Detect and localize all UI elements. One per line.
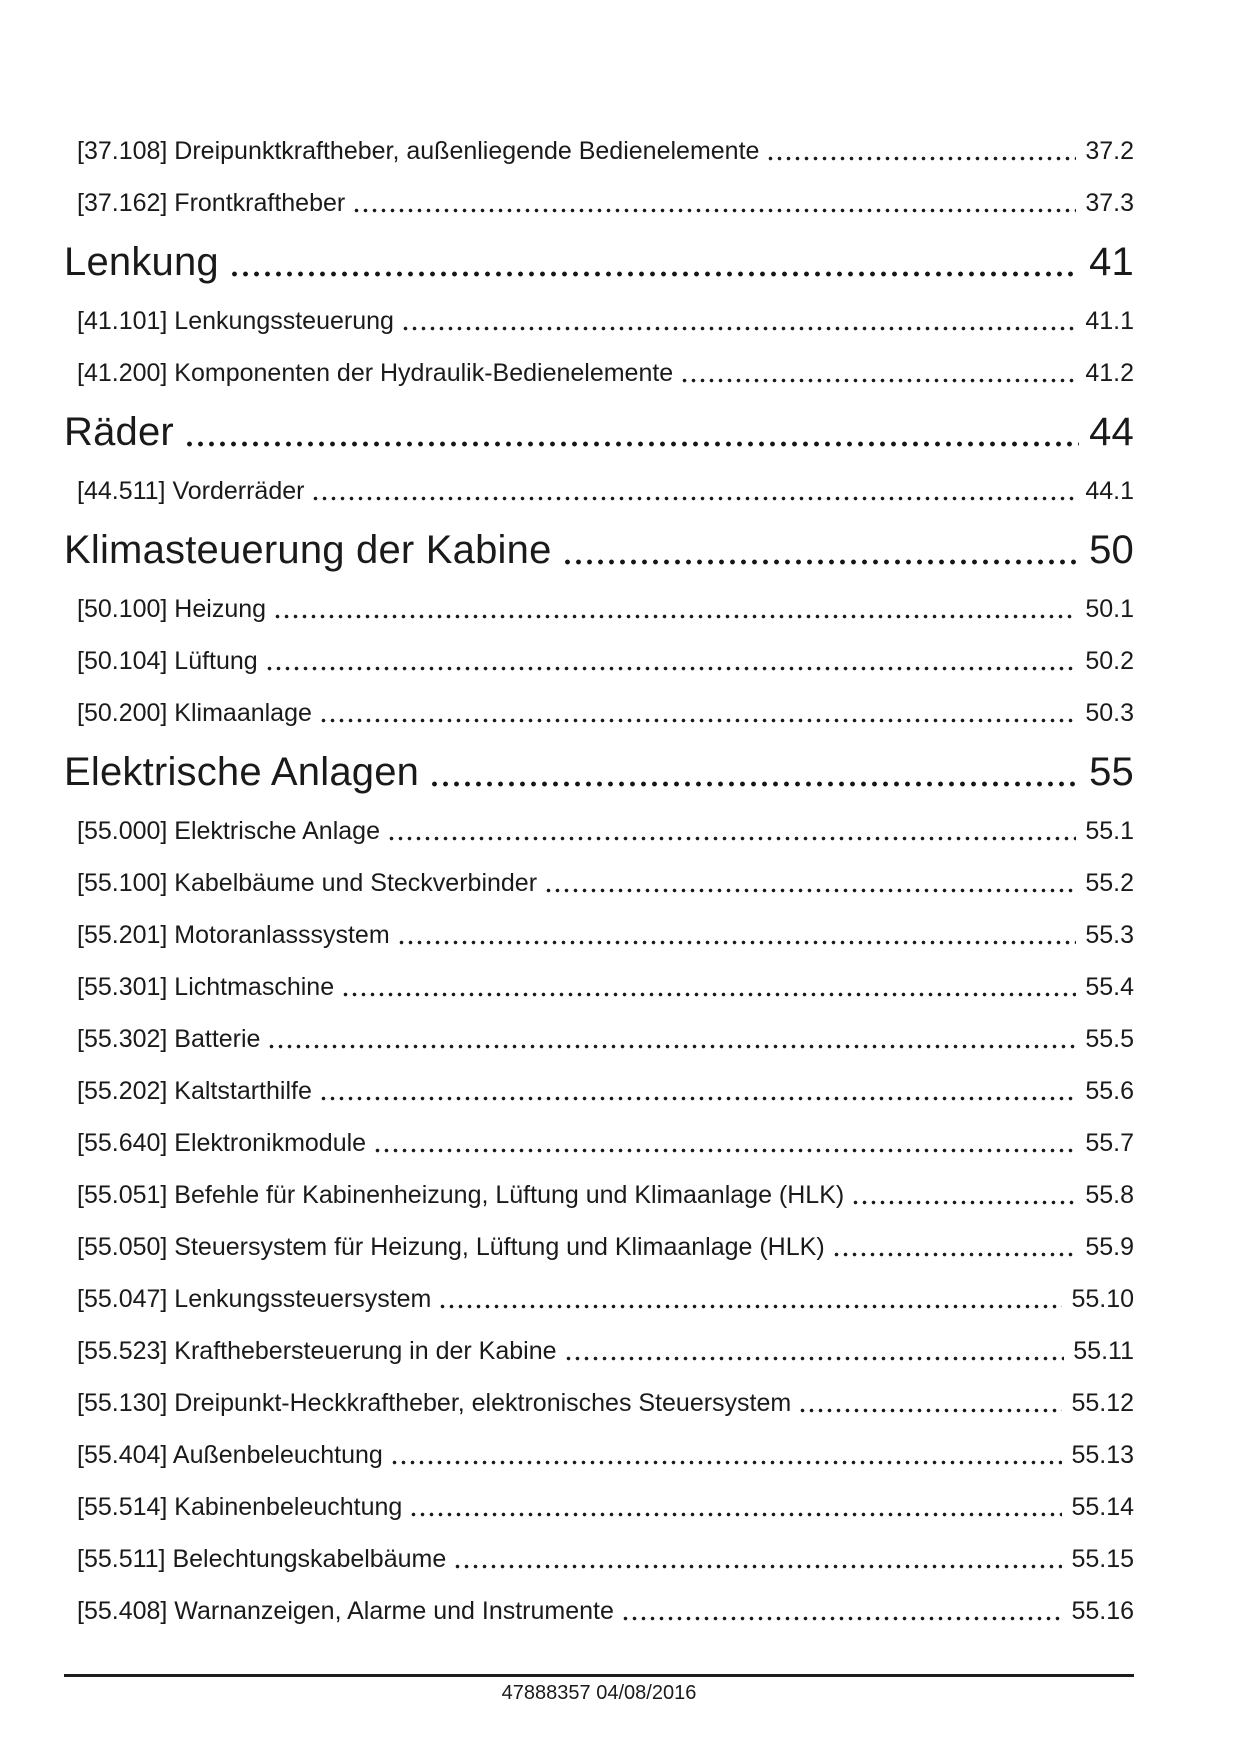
toc-entry-row <box>64 696 1134 730</box>
toc-entry-label: [55.000] Elektrische Anlage <box>77 817 380 845</box>
toc-entry-page: 55.4 <box>1085 973 1134 1001</box>
toc-entry-page: 55.5 <box>1085 1025 1134 1053</box>
toc-leader-dots <box>397 918 1077 952</box>
toc-leader-dots <box>621 1594 1063 1628</box>
toc-entry-row <box>64 1334 1134 1368</box>
toc-entry-page: 50 <box>1089 528 1134 572</box>
toc-entry-page: 37.3 <box>1085 189 1134 217</box>
toc-entry-page: 44.1 <box>1085 477 1134 505</box>
toc-entry-page: 55.16 <box>1071 1597 1134 1625</box>
toc-entry-label: [55.408] Warnanzeigen, Alarme und Instrumente <box>77 1597 614 1625</box>
toc-entry-row <box>64 304 1134 338</box>
toc-entry-page: 41.1 <box>1085 307 1134 335</box>
toc-entry-row <box>64 134 1134 168</box>
toc-leader-dots <box>453 1542 1062 1576</box>
toc-entry-label: [44.511] Vorderräder <box>77 477 305 505</box>
toc-list <box>64 134 1134 1646</box>
toc-entry-row <box>64 1438 1134 1472</box>
toc-entry-page: 55.1 <box>1085 817 1134 845</box>
toc-entry-label: [37.162] Frontkraftheber <box>77 189 346 217</box>
toc-leader-dots <box>352 186 1076 220</box>
toc-entry-row <box>64 1022 1134 1056</box>
toc-entry-label: [50.200] Klimaanlage <box>77 699 312 727</box>
toc-leader-dots <box>766 134 1076 168</box>
toc-entry-label: [55.051] Befehle für Kabinenheizung, Lüftung und Klimaanlage (HLK) <box>77 1181 845 1209</box>
toc-chapter-row <box>64 748 1134 796</box>
toc-leader-dots <box>273 592 1076 626</box>
toc-entry-row <box>64 1386 1134 1420</box>
toc-leader-dots <box>832 1230 1077 1264</box>
toc-entry-row <box>64 918 1134 952</box>
toc-entry-page: 55.14 <box>1071 1493 1134 1521</box>
toc-leader-dots <box>544 866 1076 900</box>
toc-entry-row <box>64 1542 1134 1576</box>
toc-entry-label: [55.050] Steuersystem für Heizung, Lüftung und Klimaanlage (HLK) <box>77 1233 825 1261</box>
toc-leader-dots <box>390 1438 1063 1472</box>
toc-leader-dots <box>265 644 1077 678</box>
toc-entry-label: Klimasteuerung der Kabine <box>64 528 552 572</box>
toc-entry-label: [55.130] Dreipunkt-Heckkraftheber, elektronisches Steuersystem <box>77 1389 792 1417</box>
toc-leader-dots <box>429 748 1079 796</box>
toc-entry-page: 55.3 <box>1085 921 1134 949</box>
toc-leader-dots <box>851 1178 1076 1212</box>
toc-entry-label: [41.200] Komponenten der Hydraulik-Bedienelemente <box>77 359 674 387</box>
toc-leader-dots <box>319 696 1076 730</box>
toc-entry-label: [55.201] Motoranlasssystem <box>77 921 390 949</box>
toc-entry-row <box>64 1074 1134 1108</box>
toc-entry-row <box>64 1230 1134 1264</box>
toc-chapter-row <box>64 408 1134 456</box>
toc-entry-row <box>64 970 1134 1004</box>
toc-entry-label: [37.108] Dreipunktkraftheber, außenliegende Bedienelemente <box>77 137 760 165</box>
toc-entry-row <box>64 644 1134 678</box>
toc-leader-dots <box>680 356 1076 390</box>
toc-entry-row <box>64 1282 1134 1316</box>
toc-leader-dots <box>387 814 1076 848</box>
toc-entry-page: 55.8 <box>1085 1181 1134 1209</box>
toc-entry-row <box>64 1594 1134 1628</box>
toc-entry-page: 55.13 <box>1071 1441 1134 1469</box>
toc-leader-dots <box>311 474 1076 508</box>
toc-leader-dots <box>373 1126 1076 1160</box>
toc-leader-dots <box>562 526 1080 574</box>
toc-entry-row <box>64 866 1134 900</box>
toc-entry-label: [55.640] Elektronikmodule <box>77 1129 367 1157</box>
toc-entry-label: [55.100] Kabelbäume und Steckverbinder <box>77 869 538 897</box>
toc-leader-dots <box>409 1490 1062 1524</box>
toc-leader-dots <box>401 304 1076 338</box>
toc-entry-label: [50.104] Lüftung <box>77 647 258 675</box>
toc-entry-label: [55.302] Batterie <box>77 1025 261 1053</box>
toc-chapter-row <box>64 238 1134 286</box>
toc-entry-page: 55.6 <box>1085 1077 1134 1105</box>
toc-entry-page: 55.15 <box>1071 1545 1134 1573</box>
toc-entry-label: [55.047] Lenkungssteuersystem <box>77 1285 432 1313</box>
toc-entry-label: [50.100] Heizung <box>77 595 267 623</box>
toc-entry-label: [55.511] Belechtungskabelbäume <box>77 1545 447 1573</box>
toc-entry-label: Lenkung <box>64 240 219 284</box>
toc-entry-label: [55.202] Kaltstarthilfe <box>77 1077 312 1105</box>
toc-entry-row <box>64 1490 1134 1524</box>
toc-entry-page: 55.9 <box>1085 1233 1134 1261</box>
toc-entry-page: 41 <box>1089 240 1134 284</box>
toc-entry-row <box>64 814 1134 848</box>
toc-leader-dots <box>229 238 1079 286</box>
toc-entry-row <box>64 356 1134 390</box>
toc-entry-page: 41.2 <box>1085 359 1134 387</box>
toc-entry-page: 44 <box>1089 410 1134 454</box>
toc-entry-page: 55.10 <box>1071 1285 1134 1313</box>
toc-entry-page: 55.11 <box>1073 1337 1134 1365</box>
toc-entry-row <box>64 186 1134 220</box>
toc-entry-label: [55.523] Krafthebersteuerung in der Kabine <box>77 1337 557 1365</box>
toc-entry-label: Räder <box>64 410 174 454</box>
toc-entry-page: 50.1 <box>1085 595 1134 623</box>
toc-entry-label: [55.404] Außenbeleuchtung <box>77 1441 383 1469</box>
toc-entry-page: 55.2 <box>1085 869 1134 897</box>
toc-entry-row <box>64 592 1134 626</box>
toc-leader-dots <box>184 408 1079 456</box>
toc-entry-row <box>64 1126 1134 1160</box>
toc-leader-dots <box>267 1022 1076 1056</box>
toc-entry-page: 55.12 <box>1071 1389 1134 1417</box>
toc-entry-label: [55.514] Kabinenbeleuchtung <box>77 1493 403 1521</box>
toc-entry-label: [55.301] Lichtmaschine <box>77 973 335 1001</box>
toc-leader-dots <box>319 1074 1076 1108</box>
toc-entry-row <box>64 474 1134 508</box>
toc-entry-page: 50.3 <box>1085 699 1134 727</box>
toc-entry-label: Elektrische Anlagen <box>64 750 420 794</box>
toc-entry-page: 55 <box>1089 750 1134 794</box>
toc-entry-page: 50.2 <box>1085 647 1134 675</box>
toc-chapter-row <box>64 526 1134 574</box>
page-footer <box>64 1674 1134 1705</box>
toc-entry-page: 55.7 <box>1085 1129 1134 1157</box>
toc-entry-page: 37.2 <box>1085 137 1134 165</box>
toc-leader-dots <box>564 1334 1065 1368</box>
toc-entry-label: [41.101] Lenkungssteuerung <box>77 307 394 335</box>
toc-entry-row <box>64 1178 1134 1212</box>
toc-leader-dots <box>438 1282 1062 1316</box>
toc-leader-dots <box>798 1386 1062 1420</box>
toc-leader-dots <box>341 970 1076 1004</box>
footer-publication-info: 47888357 04/08/2016 <box>501 1682 697 1704</box>
